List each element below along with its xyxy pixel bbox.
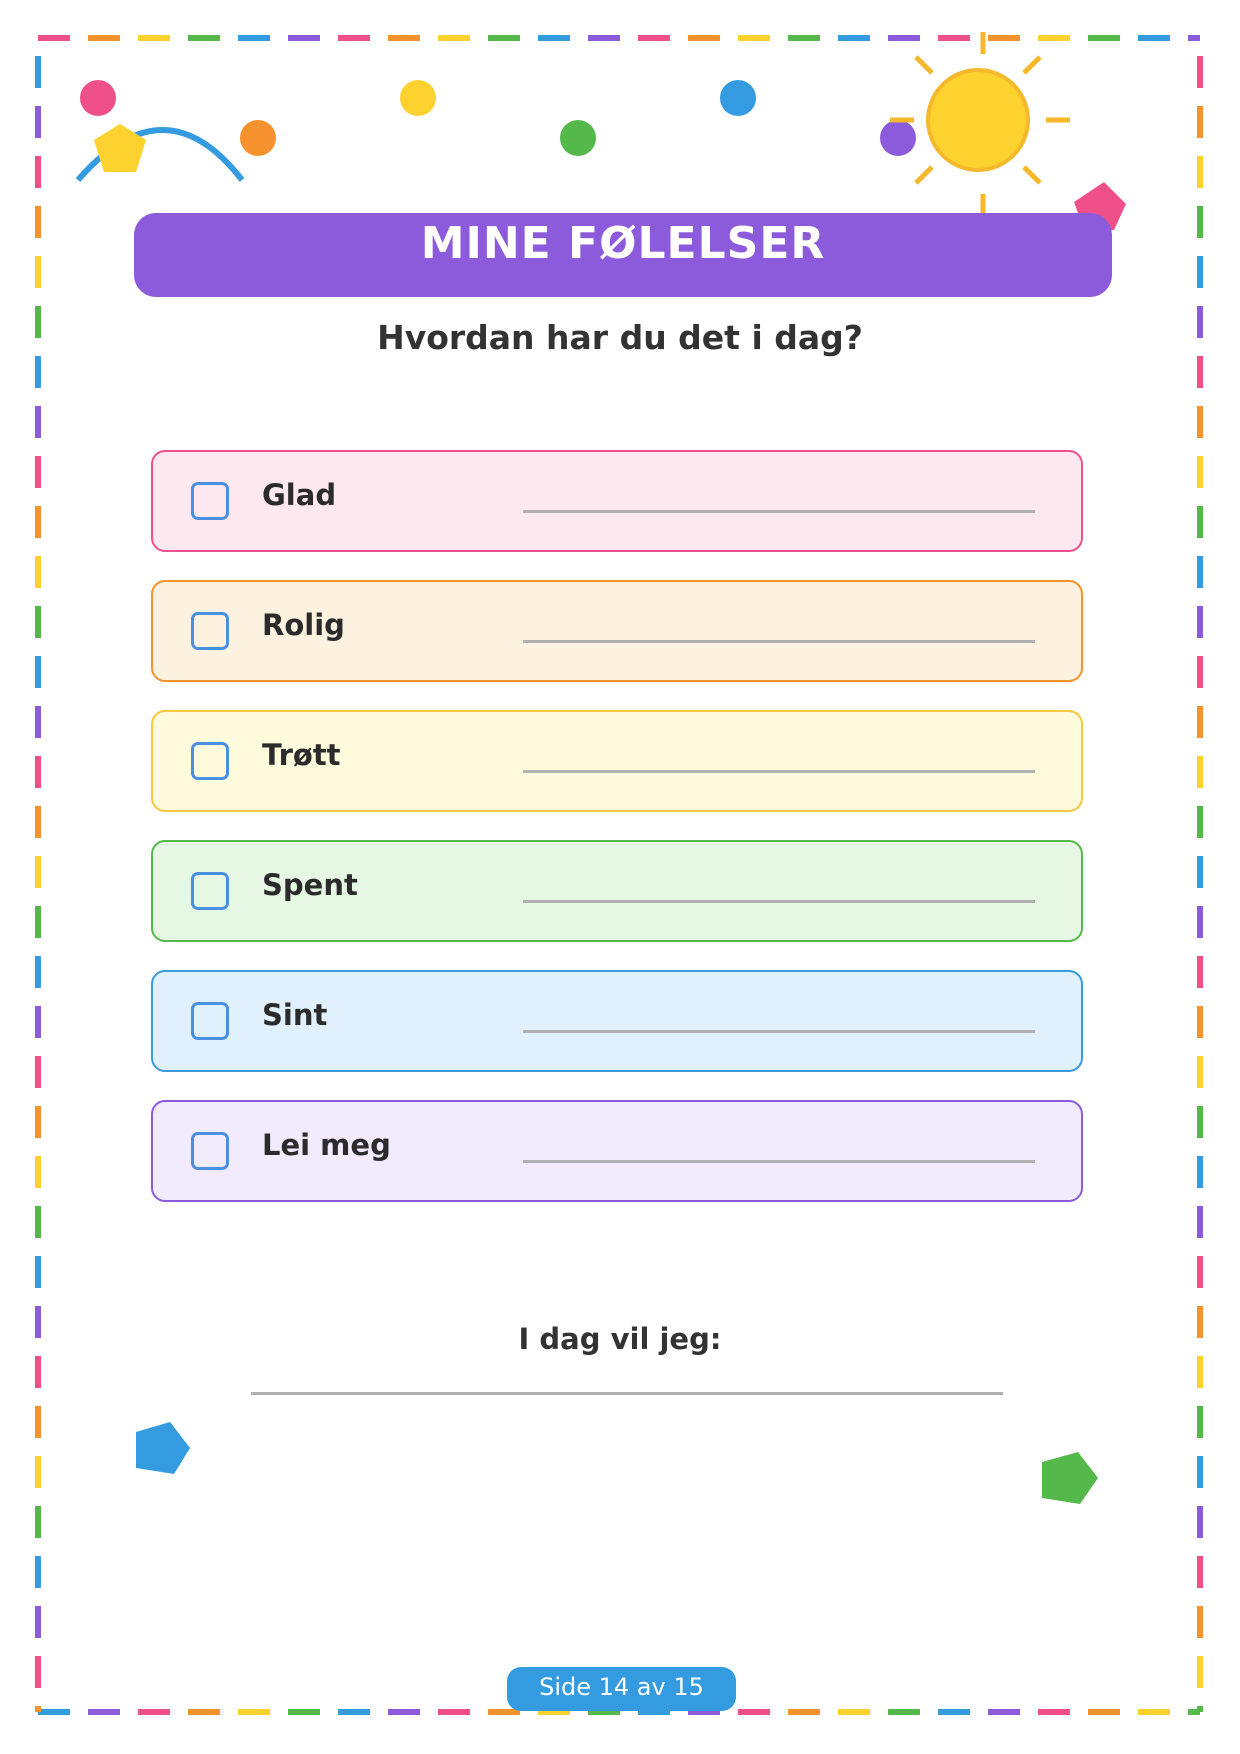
feeling-row-spent bbox=[151, 840, 1083, 942]
feeling-label: Glad bbox=[262, 478, 337, 512]
today-write-line[interactable] bbox=[251, 1392, 1003, 1395]
write-line[interactable] bbox=[523, 640, 1035, 643]
feeling-checkbox[interactable] bbox=[191, 742, 229, 780]
yellow-dot bbox=[400, 80, 436, 116]
write-line[interactable] bbox=[523, 510, 1035, 513]
green-pentagon-icon bbox=[1040, 1450, 1100, 1510]
feeling-row-trott bbox=[151, 710, 1083, 812]
feeling-checkbox[interactable] bbox=[191, 1002, 229, 1040]
today-prompt: I dag vil jeg: bbox=[518, 1322, 722, 1356]
blue-pentagon-icon bbox=[134, 1420, 194, 1480]
write-line[interactable] bbox=[523, 1160, 1035, 1163]
feeling-row-lei-meg bbox=[151, 1100, 1083, 1202]
feeling-row-sint bbox=[151, 970, 1083, 1072]
page-subtitle: Hvordan har du det i dag? bbox=[377, 318, 863, 357]
feeling-checkbox[interactable] bbox=[191, 872, 229, 910]
green-dot bbox=[560, 120, 596, 156]
feeling-label: Spent bbox=[262, 868, 358, 902]
page-indicator: Side 14 av 15 bbox=[507, 1667, 736, 1711]
feeling-label: Rolig bbox=[262, 608, 345, 642]
yellow-pentagon-icon bbox=[92, 120, 152, 180]
feeling-label: Lei meg bbox=[262, 1128, 391, 1162]
feeling-label: Sint bbox=[262, 998, 328, 1032]
feeling-row-rolig bbox=[151, 580, 1083, 682]
feeling-label: Trøtt bbox=[262, 738, 341, 772]
feeling-checkbox[interactable] bbox=[191, 612, 229, 650]
write-line[interactable] bbox=[523, 900, 1035, 903]
feeling-row-glad bbox=[151, 450, 1083, 552]
feeling-checkbox[interactable] bbox=[191, 482, 229, 520]
feeling-checkbox[interactable] bbox=[191, 1132, 229, 1170]
sun-icon bbox=[888, 30, 1078, 220]
page-title: MINE FØLELSER bbox=[134, 213, 1112, 297]
write-line[interactable] bbox=[523, 1030, 1035, 1033]
write-line[interactable] bbox=[523, 770, 1035, 773]
blue-dot bbox=[720, 80, 756, 116]
